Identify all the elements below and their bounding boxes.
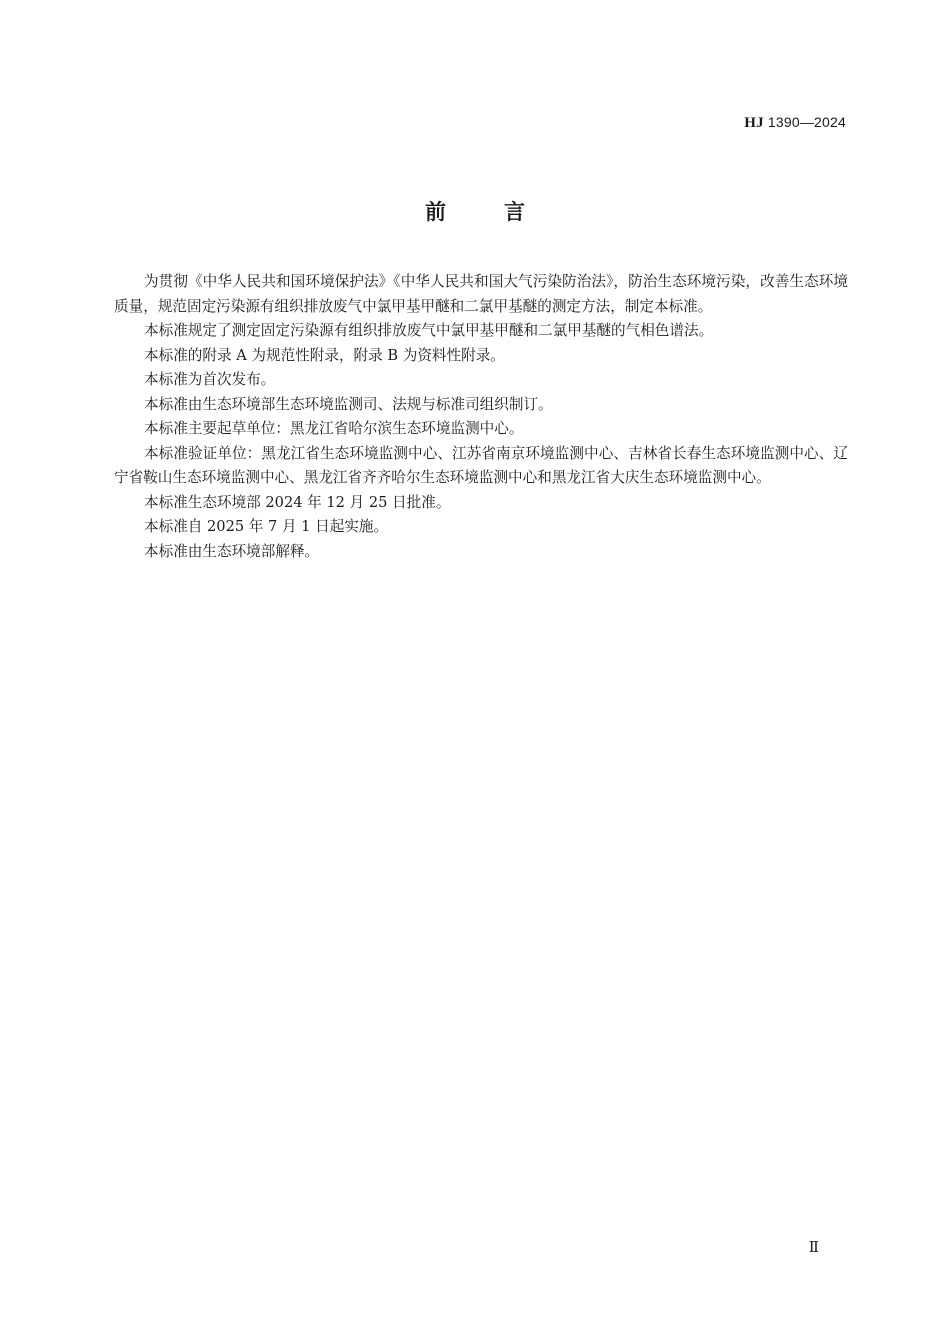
paragraph: 本标准为首次发布。 (144, 371, 276, 388)
paragraph: 本标准由生态环境部生态环境监测司、法规与标准司组织制订。 (144, 395, 553, 413)
standard-prefix: HJ (744, 115, 764, 131)
paragraph: 本标准生态环境部 2024 年 12 月 25 日批准。 (144, 493, 451, 511)
standard-code (744, 114, 846, 132)
standard-number: 1390—2024 (767, 114, 846, 130)
paragraph: 本标准的附录 A 为规范性附录，附录 B 为资料性附录。 (144, 346, 505, 364)
paragraph: 本标准主要起草单位：黑龙江省哈尔滨生态环境监测中心。 (144, 420, 524, 437)
paragraph: 本标准自 2025 年 7 月 1 日起实施。 (144, 518, 389, 535)
foreword-body (114, 270, 848, 564)
paragraph: 本标准验证单位：黑龙江省生态环境监测中心、江苏省南京环境监测中心、吉林省长春生态环境监测中心、辽宁省鞍山生态环境监测中心、黑龙江省齐齐哈尔生态环境监测中心和黑龙江省大庆生态环境监测中心。 (114, 444, 848, 486)
paragraph: 为贯彻《中华人民共和国环境保护法》《中华人民共和国大气污染防治法》，防治生态环境污染，改善生态环境质量，规范固定污染源有组织排放废气中氯甲基甲醚和二氯甲基醚的测定方法，制定本标准。 (114, 273, 848, 315)
page-number: Ⅱ (808, 1240, 819, 1256)
paragraph: 本标准由生态环境部解释。 (144, 542, 320, 560)
paragraph: 本标准规定了测定固定污染源有组织排放废气中氯甲基甲醚和二氯甲基醚的气相色谱法。 (144, 322, 714, 339)
page-title: 前言 (425, 200, 583, 224)
